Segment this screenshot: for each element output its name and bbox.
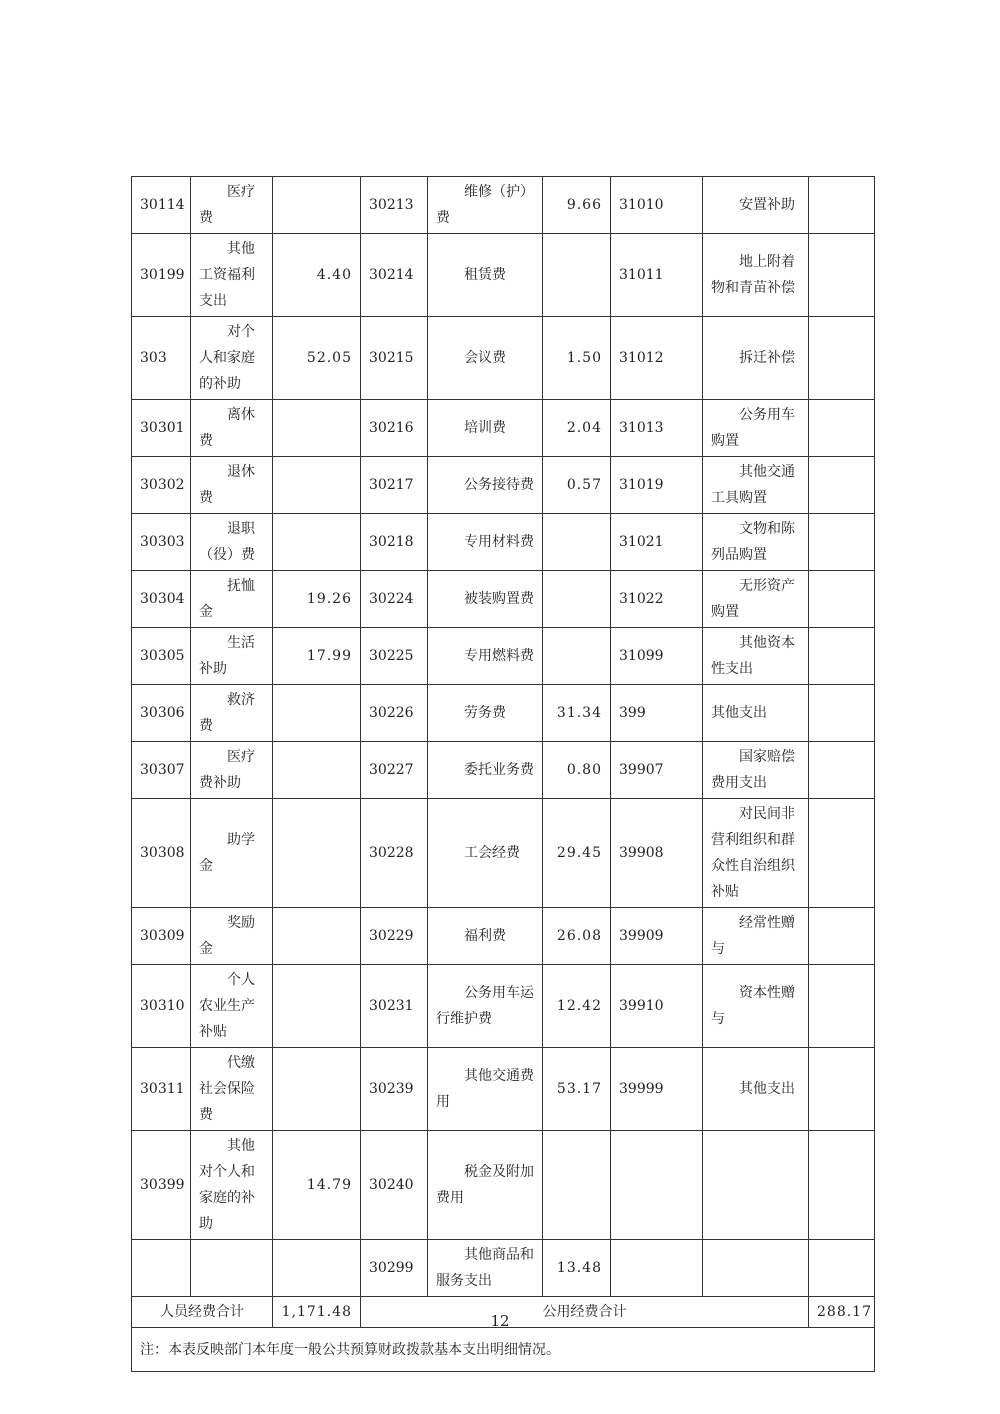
- amount-cell: 0.57: [543, 457, 611, 514]
- code-cell: 30218: [361, 514, 428, 571]
- code-cell: 30213: [361, 177, 428, 234]
- code-cell: 30231: [361, 965, 428, 1048]
- item-name-cell: 抚恤金: [191, 571, 273, 628]
- code-cell: 30240: [361, 1131, 428, 1240]
- table-body: [132, 177, 875, 1372]
- code-cell: 30299: [361, 1240, 428, 1297]
- amount-cell: [273, 965, 361, 1048]
- table-row: [132, 317, 875, 400]
- table-row: [132, 628, 875, 685]
- item-name-cell: 其他支出: [703, 1048, 809, 1131]
- item-name-cell: 委托业务费: [428, 742, 543, 799]
- code-cell: 399: [611, 685, 703, 742]
- code-cell: 30225: [361, 628, 428, 685]
- table-row: [132, 514, 875, 571]
- amount-cell: [809, 317, 875, 400]
- amount-cell: [809, 742, 875, 799]
- item-name-cell: 专用燃料费: [428, 628, 543, 685]
- table-row: [132, 1048, 875, 1131]
- amount-cell: [809, 234, 875, 317]
- amount-cell: 52.05: [273, 317, 361, 400]
- amount-cell: 1.50: [543, 317, 611, 400]
- item-name-cell: 文物和陈列品购置: [703, 514, 809, 571]
- item-name-cell: 公务接待费: [428, 457, 543, 514]
- code-cell: 31022: [611, 571, 703, 628]
- item-name-cell: 国家赔偿费用支出: [703, 742, 809, 799]
- item-name-cell: 公务用车运行维护费: [428, 965, 543, 1048]
- item-name-cell: 劳务费: [428, 685, 543, 742]
- code-cell: 31011: [611, 234, 703, 317]
- code-cell: 30310: [132, 965, 191, 1048]
- amount-cell: [809, 628, 875, 685]
- table-note: 注：本表反映部门本年度一般公共预算财政拨款基本支出明细情况。: [132, 1328, 875, 1372]
- amount-cell: [273, 685, 361, 742]
- amount-cell: [543, 1131, 611, 1240]
- table-row: [132, 799, 875, 908]
- item-name-cell: 无形资产购置: [703, 571, 809, 628]
- table-row: [132, 685, 875, 742]
- code-cell: 31012: [611, 317, 703, 400]
- public-total-label: 公用经费合计: [361, 1297, 809, 1328]
- amount-cell: [809, 571, 875, 628]
- item-name-cell: [703, 1240, 809, 1297]
- table-row: [132, 908, 875, 965]
- code-cell: 31021: [611, 514, 703, 571]
- amount-cell: [809, 1240, 875, 1297]
- amount-cell: [273, 908, 361, 965]
- item-name-cell: 医疗费补助: [191, 742, 273, 799]
- code-cell: 30304: [132, 571, 191, 628]
- amount-cell: [543, 571, 611, 628]
- item-name-cell: 其他支出: [703, 685, 809, 742]
- amount-cell: 13.48: [543, 1240, 611, 1297]
- table-row: [132, 234, 875, 317]
- code-cell: 39910: [611, 965, 703, 1048]
- amount-cell: 53.17: [543, 1048, 611, 1131]
- item-name-cell: 拆迁补偿: [703, 317, 809, 400]
- code-cell: 30302: [132, 457, 191, 514]
- item-name-cell: 救济费: [191, 685, 273, 742]
- amount-cell: [273, 514, 361, 571]
- code-cell: 303: [132, 317, 191, 400]
- item-name-cell: 地上附着物和青苗补偿: [703, 234, 809, 317]
- code-cell: [611, 1240, 703, 1297]
- code-cell: 30301: [132, 400, 191, 457]
- item-name-cell: 被装购置费: [428, 571, 543, 628]
- amount-cell: [543, 514, 611, 571]
- item-name-cell: 其他工资福利支出: [191, 234, 273, 317]
- item-name-cell: 代缴社会保险费: [191, 1048, 273, 1131]
- code-cell: 30226: [361, 685, 428, 742]
- amount-cell: [273, 1048, 361, 1131]
- item-name-cell: [191, 1240, 273, 1297]
- amount-cell: 29.45: [543, 799, 611, 908]
- code-cell: 30303: [132, 514, 191, 571]
- page-number: 12: [490, 1312, 510, 1330]
- table-row: [132, 571, 875, 628]
- code-cell: 30215: [361, 317, 428, 400]
- amount-cell: [809, 799, 875, 908]
- code-cell: 39909: [611, 908, 703, 965]
- code-cell: 30214: [361, 234, 428, 317]
- code-cell: 39908: [611, 799, 703, 908]
- table-row: [132, 1131, 875, 1240]
- code-cell: 39907: [611, 742, 703, 799]
- code-cell: 30114: [132, 177, 191, 234]
- code-cell: 30227: [361, 742, 428, 799]
- table-row: [132, 965, 875, 1048]
- item-name-cell: 资本性赠与: [703, 965, 809, 1048]
- code-cell: 30229: [361, 908, 428, 965]
- table-row: [132, 1240, 875, 1297]
- amount-cell: [543, 234, 611, 317]
- item-name-cell: 助学金: [191, 799, 273, 908]
- item-name-cell: 税金及附加费用: [428, 1131, 543, 1240]
- amount-cell: [543, 628, 611, 685]
- amount-cell: [273, 400, 361, 457]
- item-name-cell: 对民间非营利组织和群众性自治组织补贴: [703, 799, 809, 908]
- amount-cell: [273, 1240, 361, 1297]
- amount-cell: 12.42: [543, 965, 611, 1048]
- amount-cell: [273, 742, 361, 799]
- item-name-cell: 工会经费: [428, 799, 543, 908]
- code-cell: 31013: [611, 400, 703, 457]
- amount-cell: [809, 1048, 875, 1131]
- code-cell: 30216: [361, 400, 428, 457]
- amount-cell: [809, 908, 875, 965]
- amount-cell: 2.04: [543, 400, 611, 457]
- code-cell: 30239: [361, 1048, 428, 1131]
- table-row: [132, 742, 875, 799]
- table-row: [132, 457, 875, 514]
- public-total-value: 288.17: [809, 1297, 875, 1328]
- amount-cell: [809, 177, 875, 234]
- code-cell: 31010: [611, 177, 703, 234]
- amount-cell: [809, 457, 875, 514]
- personnel-total-label: 人员经费合计: [132, 1297, 273, 1328]
- item-name-cell: 对个人和家庭的补助: [191, 317, 273, 400]
- code-cell: 31099: [611, 628, 703, 685]
- item-name-cell: 个人农业生产补贴: [191, 965, 273, 1048]
- amount-cell: [809, 965, 875, 1048]
- amount-cell: 9.66: [543, 177, 611, 234]
- table-row: [132, 400, 875, 457]
- code-cell: 30199: [132, 234, 191, 317]
- amount-cell: 19.26: [273, 571, 361, 628]
- item-name-cell: 其他交通工具购置: [703, 457, 809, 514]
- code-cell: 30306: [132, 685, 191, 742]
- item-name-cell: 其他交通费用: [428, 1048, 543, 1131]
- amount-cell: 4.40: [273, 234, 361, 317]
- item-name-cell: 奖励金: [191, 908, 273, 965]
- item-name-cell: 专用材料费: [428, 514, 543, 571]
- item-name-cell: 其他商品和服务支出: [428, 1240, 543, 1297]
- amount-cell: [809, 685, 875, 742]
- code-cell: 30224: [361, 571, 428, 628]
- personnel-total-value: 1,171.48: [273, 1297, 361, 1328]
- code-cell: [132, 1240, 191, 1297]
- amount-cell: [273, 799, 361, 908]
- code-cell: 30399: [132, 1131, 191, 1240]
- code-cell: 30305: [132, 628, 191, 685]
- item-name-cell: 其他对个人和家庭的补助: [191, 1131, 273, 1240]
- item-name-cell: 其他资本性支出: [703, 628, 809, 685]
- code-cell: 30308: [132, 799, 191, 908]
- item-name-cell: 培训费: [428, 400, 543, 457]
- amount-cell: [809, 400, 875, 457]
- amount-cell: [809, 1131, 875, 1240]
- amount-cell: 26.08: [543, 908, 611, 965]
- code-cell: 30309: [132, 908, 191, 965]
- note-row: [132, 1328, 875, 1372]
- item-name-cell: 维修（护）费: [428, 177, 543, 234]
- item-name-cell: 退职（役）费: [191, 514, 273, 571]
- code-cell: [611, 1131, 703, 1240]
- item-name-cell: 公务用车购置: [703, 400, 809, 457]
- item-name-cell: 离休费: [191, 400, 273, 457]
- item-name-cell: 医疗费: [191, 177, 273, 234]
- amount-cell: 14.79: [273, 1131, 361, 1240]
- item-name-cell: 会议费: [428, 317, 543, 400]
- item-name-cell: 福利费: [428, 908, 543, 965]
- item-name-cell: 退休费: [191, 457, 273, 514]
- item-name-cell: 安置补助: [703, 177, 809, 234]
- code-cell: 30217: [361, 457, 428, 514]
- item-name-cell: 租赁费: [428, 234, 543, 317]
- item-name-cell: 经常性赠与: [703, 908, 809, 965]
- amount-cell: 17.99: [273, 628, 361, 685]
- code-cell: 30311: [132, 1048, 191, 1131]
- amount-cell: [273, 457, 361, 514]
- amount-cell: [809, 514, 875, 571]
- amount-cell: 31.34: [543, 685, 611, 742]
- amount-cell: [273, 177, 361, 234]
- code-cell: 30228: [361, 799, 428, 908]
- code-cell: 39999: [611, 1048, 703, 1131]
- code-cell: 31019: [611, 457, 703, 514]
- code-cell: 30307: [132, 742, 191, 799]
- table-row: [132, 177, 875, 234]
- budget-expenditure-table: [131, 176, 875, 1372]
- amount-cell: 0.80: [543, 742, 611, 799]
- item-name-cell: [703, 1131, 809, 1240]
- item-name-cell: 生活补助: [191, 628, 273, 685]
